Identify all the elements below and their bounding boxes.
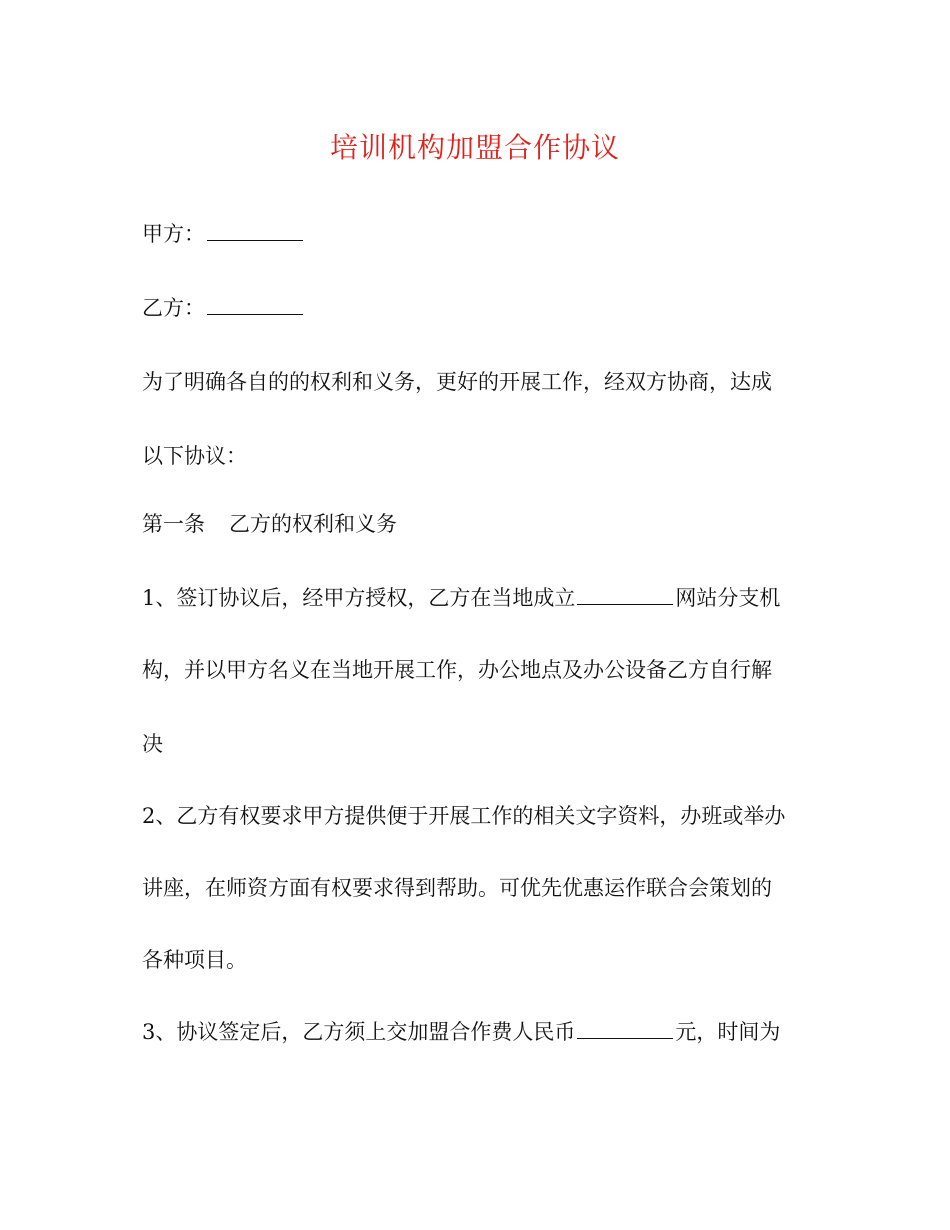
party-b-blank [207, 294, 303, 315]
intro-line-1: 为了明确各自的的权利和义务，更好的开展工作，经双方协商，达成 [142, 370, 772, 394]
clause-3-part-2: 元，时间为 [675, 1020, 781, 1044]
party-a-line [142, 219, 305, 249]
clause-1-part-1: 1、签订协议后，经甲方授权，乙方在当地成立 [142, 586, 576, 610]
party-b-line [142, 293, 305, 323]
article-1-number: 第一条 [142, 512, 205, 536]
clause-3-part-1: 3、协议签定后，乙方须上交加盟合作费人民币 [142, 1020, 576, 1044]
clause-1-part-2: 网站分支机 [675, 586, 781, 610]
party-a-blank [207, 220, 303, 241]
clause-1-line-3: 决 [142, 732, 163, 756]
article-1-heading [142, 509, 397, 539]
clause-1-blank [577, 584, 673, 605]
clause-1-line-1 [142, 583, 780, 613]
clause-2-line-1: 2、乙方有权要求甲方提供便于开展工作的相关文字资料，办班或举办 [142, 804, 786, 828]
party-b-label: 乙方： [142, 296, 205, 320]
clause-2-line-2: 讲座，在师资方面有权要求得到帮助。可优先优惠运作联合会策划的 [142, 876, 772, 900]
clause-1-line-2: 构，并以甲方名义在当地开展工作，办公地点及办公设备乙方自行解 [142, 658, 772, 682]
document-title: 培训机构加盟合作协议 [329, 131, 620, 164]
intro-line-2: 以下协议： [142, 444, 247, 468]
clause-2-line-3: 各种项目。 [142, 948, 247, 972]
clause-3-blank [577, 1018, 673, 1039]
article-1-title: 乙方的权利和义务 [229, 512, 397, 536]
clause-3-line-1 [142, 1017, 780, 1047]
party-a-label: 甲方： [142, 222, 205, 246]
